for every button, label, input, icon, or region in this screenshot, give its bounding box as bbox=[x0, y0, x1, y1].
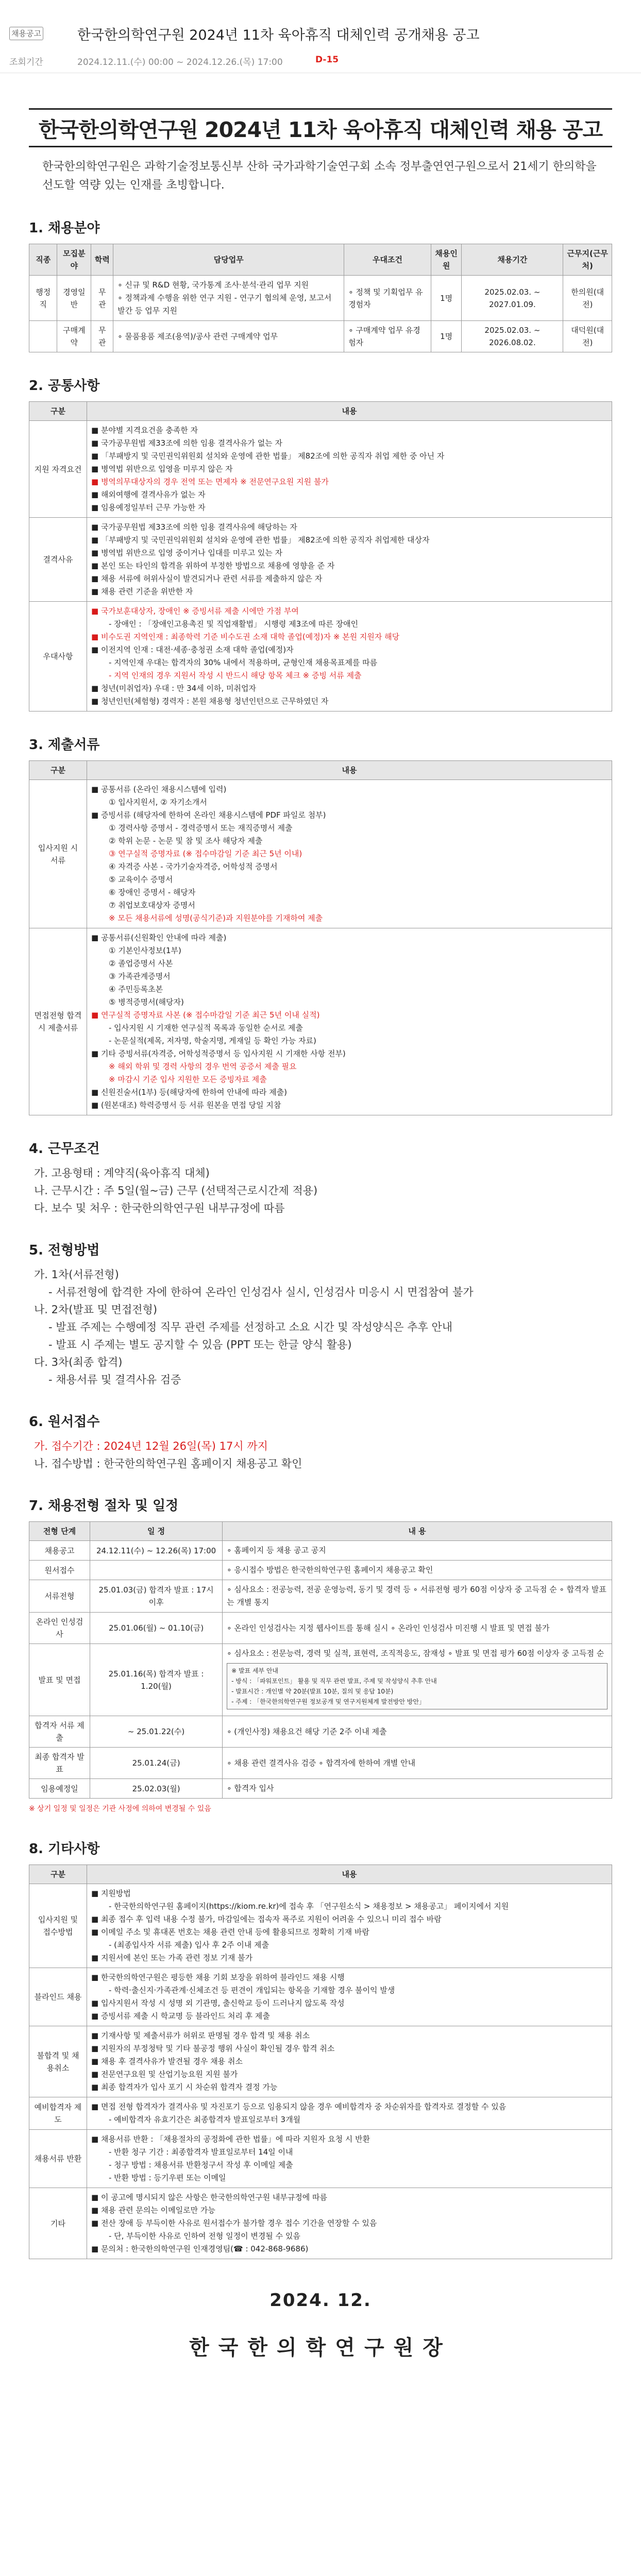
box-line: - 주제 : 「한국한의학연구원 정보공개 및 연구지원체계 발전방안 방안」 bbox=[231, 1698, 425, 1705]
content-line: - 청구 방법 : 채용서류 반환청구서 작성 후 이메일 제출 bbox=[109, 2160, 293, 2170]
content-cell: ∘ 홈페이지 등 채용 공고 공지 bbox=[223, 1541, 612, 1561]
content-cell: ∘ 심사요소 : 전공능력, 전공 운영능력, 동기 및 경력 등 ∘ 서류전형 평가 60점 이상자 중 고득점 순 ∘ 합격자 발표는 개별 통지 bbox=[223, 1580, 612, 1613]
content-line: ④ 주민등록초본 bbox=[109, 985, 163, 994]
column-header: 직종 bbox=[29, 244, 57, 276]
content-line: ■ 최종 합격자가 입사 포기 시 차순위 합격자 결정 가능 bbox=[91, 2082, 278, 2092]
content-line: ③ 연구실적 증명자료 (※ 접수마감일 기준 최근 5년 이내) bbox=[109, 849, 302, 858]
content-line: ■ 공통서류 (온라인 채용시스템에 입력) bbox=[91, 785, 227, 794]
content-line: ② 학위 논문 - 논문 및 참 및 조사 해당자 제출 bbox=[109, 836, 263, 845]
row-label: 채용서류 반환 bbox=[29, 2130, 87, 2188]
content-line: ■ 이 공고에 명시되지 않은 사항은 한국한의학연구원 내부규정에 따름 bbox=[91, 2193, 328, 2202]
section-title: 8. 기타사항 bbox=[29, 1841, 100, 1857]
content-line: - 입사지원 시 기재한 연구실적 목록과 동일한 순서로 제출 bbox=[109, 1023, 303, 1032]
row-content bbox=[87, 780, 612, 928]
row-label: 입사지원 및 접수방법 bbox=[29, 1884, 87, 1968]
text-line: 나. 접수방법 : 한국한의학연구원 홈페이지 채용공고 확인 bbox=[34, 1458, 302, 1470]
date-cell: 25.01.03(금) 합격자 발표 : 17시 이후 bbox=[90, 1580, 223, 1613]
content-cell: ∘ 온라인 인성검사는 지정 웹사이트를 통해 실시 ∘ 온라인 인성검사 미진행 시 발표 및 면접 불가 bbox=[223, 1613, 612, 1644]
content-line: ⑥ 장애인 증명서 - 해당자 bbox=[109, 888, 196, 897]
content-line: ■ 기타 증빙서류(자격증, 어학성적증명서 등 입사지원 시 기재한 사항 전부) bbox=[91, 1049, 346, 1058]
content-line: ■ 증빙서류 제출 시 학교명 등 블라인드 처리 후 제출 bbox=[91, 2011, 270, 2021]
stage-cell: 발표 및 면접 bbox=[29, 1644, 90, 1716]
content-line: - 논문실적(제목, 저자명, 학술지명, 게재일 등 확인 가능 자료) bbox=[109, 1036, 316, 1045]
recruit-field-table bbox=[29, 244, 612, 352]
row-label: 우대사항 bbox=[29, 602, 87, 711]
content-line: ※ 모든 채용서류에 성명(공식기준)과 지원분야를 기재하여 제출 bbox=[109, 913, 323, 923]
table-row bbox=[29, 518, 612, 602]
content-line: ■ 전문연구요원 및 산업기능요원 지원 불가 bbox=[91, 2070, 238, 2079]
content-line: ■ 입사지원서 작성 시 성명 외 기관명, 출신학교 등이 드러나지 않도록 작성 bbox=[91, 1998, 345, 2008]
text-line: 다. 3차(최종 합격) bbox=[34, 1356, 123, 1368]
content-line: ■ 이메일 주소 및 휴대폰 번호는 채용 관련 안내 등에 활용되므로 정확히 기재 바람 bbox=[91, 1927, 369, 1937]
content-line: ■ 문의처 : 한국한의학연구원 인재경영팀(☎ : 042-868-9686) bbox=[91, 2244, 309, 2253]
content-line: ■ 병역법 위반으로 입영을 미루지 않은 자 bbox=[91, 464, 233, 473]
content-cell: ∘ 응시접수 방법은 한국한의학연구원 홈페이지 채용공고 확인 bbox=[223, 1561, 612, 1580]
content-line: ⑤ 병적증명서(해당자) bbox=[109, 997, 184, 1007]
text-line: - 서류전형에 합격한 자에 한하여 온라인 인성검사 실시, 인성검사 미응시 시 면접참여 불가 bbox=[48, 1286, 474, 1298]
selection-method bbox=[29, 1266, 612, 1388]
common-table bbox=[29, 401, 612, 711]
date-cell: 24.12.11(수) ~ 12.26(목) 17:00 bbox=[90, 1541, 223, 1561]
content-line: ■ 채용 관련 문의는 이메일로만 가능 bbox=[91, 2206, 215, 2215]
date-cell: ~ 25.01.22(수) bbox=[90, 1716, 223, 1748]
section-title: 7. 채용전형 절차 및 일정 bbox=[29, 1498, 179, 1514]
content-line: ⑤ 교육이수 증명서 bbox=[109, 875, 173, 884]
text-line: 가. 1차(서류전형) bbox=[34, 1268, 119, 1281]
content-line: - 단, 부득이한 사유로 인하여 전형 일정이 변경될 수 있음 bbox=[109, 2231, 300, 2241]
section-title: 4. 근무조건 bbox=[29, 1141, 100, 1157]
content-line: ■ 채용 서류에 허위사실이 발견되거나 관련 서류를 제출하지 않은 자 bbox=[91, 574, 323, 583]
content-line: ① 경력사항 증명서 - 경력증명서 또는 재직증명서 제출 bbox=[109, 823, 293, 833]
content-line: ⑦ 취업보호대상자 증명서 bbox=[109, 901, 195, 910]
column-header: 내용 bbox=[87, 1865, 612, 1884]
row-content bbox=[87, 2188, 612, 2259]
stage-cell: 원서접수 bbox=[29, 1561, 90, 1580]
duties-cell bbox=[113, 276, 344, 321]
column-header: 채용인원 bbox=[431, 244, 462, 276]
education-cell: 무관 bbox=[91, 321, 113, 352]
row-label: 면접전형 합격 시 제출서류 bbox=[29, 928, 87, 1115]
column-header: 내용 bbox=[87, 402, 612, 421]
row-label: 블라인드 채용 bbox=[29, 1968, 87, 2026]
stage-cell: 온라인 인성검사 bbox=[29, 1613, 90, 1644]
row-label: 지원 자격요건 bbox=[29, 421, 87, 518]
schedule-note: ※ 상기 일정 및 일정은 기관 사정에 의하여 변경될 수 있음 bbox=[29, 1805, 211, 1813]
section-title: 6. 원서접수 bbox=[29, 1414, 100, 1430]
work-conditions bbox=[29, 1164, 612, 1217]
content-line: ① 입사지원서, ② 자기소개서 bbox=[109, 798, 207, 807]
page-header bbox=[0, 0, 641, 73]
row-content bbox=[87, 2130, 612, 2188]
headcount-cell: 1명 bbox=[431, 321, 462, 352]
content-line: - 반환 방법 : 등기우편 또는 이메일 bbox=[109, 2173, 226, 2182]
content-line: ■ 청년인턴(체험형) 경력자 : 본원 채용형 청년인턴으로 근무하였던 자 bbox=[91, 697, 329, 706]
preference-cell: ∘ 정책 및 기획업무 유경험자 bbox=[344, 276, 431, 321]
column-header: 채용기간 bbox=[462, 244, 563, 276]
section-title: 5. 전형방법 bbox=[29, 1243, 100, 1258]
content-cell: ∘ 채용 관련 결격사유 검증 ∘ 합격자에 한하여 개별 안내 bbox=[223, 1748, 612, 1779]
row-content bbox=[87, 421, 612, 518]
content-line: - 지역 인재의 경우 지원서 작성 시 반드시 해당 항목 체크 ※ 증빙 서류 제출 bbox=[109, 671, 362, 680]
preference-cell: ∘ 구매계약 업무 유경험자 bbox=[344, 321, 431, 352]
box-line: - 방식 : 「파워포인트」 활용 및 직무 관련 발표, 주제 및 작성양식 추후 안내 bbox=[231, 1677, 437, 1685]
post-title: 한국한의학연구원 2024년 11차 육아휴직 대체인력 공개채용 공고 bbox=[77, 27, 480, 43]
table-row bbox=[29, 1779, 612, 1799]
box-title: ※ 발표 세부 안내 bbox=[231, 1667, 279, 1674]
content-line: ■ 채용 관련 기준을 위반한 자 bbox=[91, 587, 193, 596]
date-cell bbox=[90, 1561, 223, 1580]
table-row bbox=[29, 1884, 612, 1968]
table-row bbox=[29, 1748, 612, 1779]
dday-badge: D-15 bbox=[315, 55, 339, 65]
content-line: ■ 병역법 위반으로 입영 중이거나 입대를 미루고 있는 자 bbox=[91, 548, 283, 557]
content-line: ■ 본인 또는 타인의 합격을 위하여 부정한 방법으로 채용에 영향을 준 자 bbox=[91, 561, 335, 570]
intro-text: 한국한의학연구원은 과학기술정보통신부 산하 국가과학기술연구회 소속 정부출연연구원으로서 21세기 한의학을 선도할 역량 있는 인재를 초빙합니다. bbox=[42, 160, 597, 192]
notice-date: 2024. 12. bbox=[269, 2290, 372, 2311]
content-line: ※ 마감시 기준 입사 지원한 모든 증빙자료 제출 bbox=[109, 1075, 267, 1084]
table-row bbox=[29, 2188, 612, 2259]
column-header: 내 용 bbox=[223, 1522, 612, 1541]
table-row bbox=[29, 1561, 612, 1580]
duty-line: ∘ 정책과제 수행을 위한 연구 지원 - 연구기 협의체 운영, 보고서 발간 등 업무 지원 bbox=[117, 293, 332, 315]
table-row bbox=[29, 1580, 612, 1613]
row-content bbox=[87, 1968, 612, 2026]
content-line: ■ 「부패방지 및 국민권익위원회 설치와 운영에 관한 법률」 제82조에 의한 공직자 취업 제한 중 아닌 자 bbox=[91, 451, 445, 461]
education-cell: 무관 bbox=[91, 276, 113, 321]
content-line: ■ 청년(미취업자) 우대 : 만 34세 이하, 미취업자 bbox=[91, 684, 257, 693]
column-header: 담당업무 bbox=[113, 244, 344, 276]
row-content bbox=[87, 518, 612, 602]
workplace-cell: 대덕원(대전) bbox=[563, 321, 612, 352]
table-row bbox=[29, 1968, 612, 2026]
text-line: 나. 2차(발표 및 면접전형) bbox=[34, 1303, 158, 1316]
date-cell: 25.01.16(목) 합격자 발표 : 1.20(월) bbox=[90, 1644, 223, 1716]
content-line: ■ 국가보훈대상자, 장애인 ※ 증빙서류 제출 시에만 가점 부여 bbox=[91, 606, 299, 616]
content-line: ■ 분야별 지격요건을 충족한 자 bbox=[91, 426, 198, 435]
box-line: - 발표시간 : 개인별 약 20분(발표 10분, 질의 및 응답 10분) bbox=[231, 1688, 394, 1695]
notice-document bbox=[29, 108, 612, 2361]
content-line: ■ 한국한의학연구원은 평등한 채용 기회 보장을 위하여 블라인드 채용 시행 bbox=[91, 1973, 345, 1982]
period-cell: 2025.02.03. ~ 2026.08.02. bbox=[462, 321, 563, 352]
content-cell: ∘ 심사요소 : 전문능력, 경력 및 실적, 표현력, 조직적응도, 잠재성 ∘ 발표 및 면접 평가 60점 이상자 중 고득점 순 ※ 발표 세부 안내 - 방식 : 「파워포인트」 활용 및 직무 관련 발표, 주제 및 작성양식 추후 안내 - 발표시간 : 개인별 약 20분(발표 10분, 질의 및 응답 10분) - 주제 : 「한국한의학연구원 정보공개 및 연구지원체계 발전방안 방안」 bbox=[223, 1644, 612, 1716]
table-row bbox=[29, 421, 612, 518]
content-line: - 장애인 : 「장애인고용촉진 및 직업재활법」 시행령 제3조에 따른 장애인 bbox=[109, 619, 359, 629]
content-line: ■ 증빙서류 (해당자에 한하여 온라인 채용시스템에 PDF 파일로 첨부) bbox=[91, 810, 326, 820]
text-line: 다. 보수 및 처우 : 한국한의학연구원 내부규정에 따름 bbox=[34, 1202, 285, 1214]
column-header: 학력 bbox=[91, 244, 113, 276]
table-row bbox=[29, 602, 612, 711]
content-line: ■ 면접 전형 합격자가 결격사유 및 자진포기 등으로 임용되지 않을 경우 예비합격자 중 차순위자를 합격자로 결정할 수 있음 bbox=[91, 2102, 507, 2111]
workplace-cell: 한의원(대전) bbox=[563, 276, 612, 321]
content-line: - 한국한의학연구원 홈페이지(https://kiom.re.kr)에 접속 후 「연구원소식 > 채용정보 > 채용공고」 페이지에서 지원 bbox=[109, 1902, 509, 1911]
duty-line: ∘ 신규 및 R&D 현황, 국가통계 조사·분석·관리 업무 지원 bbox=[117, 280, 309, 290]
content-line: ■ 비수도권 지역인재 : 최종학력 기준 비수도권 소재 대학 졸업(예정)자 ※ 본원 지원자 해당 bbox=[91, 632, 400, 641]
content-line: ■ 해외여행에 결격사유가 없는 자 bbox=[91, 490, 206, 499]
stage-cell: 최종 합격자 발표 bbox=[29, 1748, 90, 1779]
content-line: ③ 가족관계증명서 bbox=[109, 972, 171, 981]
text-line: 나. 근무시간 : 주 5일(월~금) 근무 (선택적근로시간제 적용) bbox=[34, 1184, 318, 1197]
content-line: ④ 자격증 사본 - 국가기술자격증, 어학성적 증명서 bbox=[109, 862, 278, 871]
row-label: 입사지원 시 서류 bbox=[29, 780, 87, 928]
content-cell: ∘ (개인사정) 채용요건 해당 기준 2주 이내 제출 bbox=[223, 1716, 612, 1748]
content-line: - 학력·출신지·가족관계·신체조건 등 편견이 개입되는 항목을 기재할 경우 불이익 발생 bbox=[109, 1986, 395, 1995]
text-line: 가. 고용형태 : 계약직(육아휴직 대체) bbox=[34, 1167, 210, 1179]
text-line: - 발표 시 주제는 별도 공지할 수 있음 (PPT 또는 한글 양식 활용) bbox=[48, 1338, 352, 1351]
text-line: - 채용서류 및 결격사유 검증 bbox=[48, 1374, 181, 1386]
column-header: 전형 단계 bbox=[29, 1522, 90, 1541]
section-title: 1. 채용분야 bbox=[29, 221, 100, 236]
content-line: ■ 지원서에 본인 또는 가족 관련 정보 기재 불가 bbox=[91, 1953, 253, 1962]
post-period: 2024.12.11.(수) 00:00 ~ 2024.12.26.(목) 17:00 bbox=[77, 57, 283, 67]
column-header: 구분 bbox=[29, 1865, 87, 1884]
headcount-cell: 1명 bbox=[431, 276, 462, 321]
stage-cell: 임용예정일 bbox=[29, 1779, 90, 1799]
text-line: 가. 접수기간 : 2024년 12월 26일(목) 17시 까지 bbox=[34, 1440, 268, 1452]
content-line: ■ 국가공무원법 제33조에 의한 임용 결격사유에 해당하는 자 bbox=[91, 522, 297, 532]
presentation-box bbox=[227, 1663, 608, 1709]
content-line: ■ 기재사항 및 제출서류가 허위로 판명될 경우 합격 및 채용 취소 bbox=[91, 2031, 310, 2040]
category-tag: 채용공고 bbox=[9, 27, 43, 40]
stage-cell: 서류전형 bbox=[29, 1580, 90, 1613]
stage-cell: 합격자 서류 제출 bbox=[29, 1716, 90, 1748]
table-row bbox=[29, 780, 612, 928]
content-cell: ∘ 합격자 입사 bbox=[223, 1779, 612, 1799]
date-cell: 25.01.24(금) bbox=[90, 1748, 223, 1779]
content-line: ■ 「부패방지 및 국민권익위원회 설치와 운영에 관한 법률」 제82조에 의한 공직자 취업제한 대상자 bbox=[91, 535, 430, 545]
content-line: ■ 국가공무원법 제33조에 의한 임용 결격사유가 없는 자 bbox=[91, 438, 282, 448]
table-row bbox=[29, 2097, 612, 2130]
schedule-table bbox=[29, 1521, 612, 1799]
column-header: 구분 bbox=[29, 761, 87, 780]
date-cell: 25.01.06(월) ~ 01.10(금) bbox=[90, 1613, 223, 1644]
content-line: ■ 채용서류 반환 : 「채용절차의 공정화에 관한 법률」에 따라 지원자 요청 시 반환 bbox=[91, 2134, 370, 2144]
period-cell: 2025.02.03. ~ 2027.01.09. bbox=[462, 276, 563, 321]
row-label: 기타 bbox=[29, 2188, 87, 2259]
field-cell: 구매계약 bbox=[57, 321, 91, 352]
job-type-cell: 행정직 bbox=[29, 276, 57, 321]
duties-cell bbox=[113, 321, 344, 352]
row-content bbox=[87, 928, 612, 1115]
column-header: 일 정 bbox=[90, 1522, 223, 1541]
row-content bbox=[87, 602, 612, 711]
content-line: - 반환 청구 기간 : 최종합격자 발표일로부터 14일 이내 bbox=[109, 2147, 293, 2157]
content-line: ■ 공통서류(신원확인 안내에 따라 제출) bbox=[91, 933, 227, 942]
etc-table bbox=[29, 1865, 612, 2259]
content-line: ■ 채용 후 결격사유가 발견될 경우 채용 취소 bbox=[91, 2057, 243, 2066]
content-line: ■ 신원진술서(1부) 등(해당자에 한하여 안내에 따라 제출) bbox=[91, 1088, 288, 1097]
row-label: 예비합격자 제도 bbox=[29, 2097, 87, 2130]
date-cell: 25.02.03(월) bbox=[90, 1779, 223, 1799]
row-content bbox=[87, 1884, 612, 1968]
content-line: ① 기본인사정보(1부) bbox=[109, 946, 181, 955]
content-line: ■ 전산 장애 등 부득이한 사유로 원서접수가 불가할 경우 접수 기간을 연장할 수 있음 bbox=[91, 2218, 377, 2228]
content-line: ■ 지원자의 부정청탁 및 기타 불공정 행위 사실이 확인될 경우 합격 취소 bbox=[91, 2044, 335, 2053]
column-header: 근무지(근무처) bbox=[563, 244, 612, 276]
table-row bbox=[29, 1716, 612, 1748]
content-line: ② 졸업증명서 사본 bbox=[109, 959, 173, 968]
content-line: ■ 임용예정일부터 근무 가능한 자 bbox=[91, 503, 206, 512]
issuer-name: 한국한의학연구원장 bbox=[189, 2336, 452, 2360]
field-cell: 경영일반 bbox=[57, 276, 91, 321]
notice-banner: 한국한의학연구원 2024년 11차 육아휴직 대체인력 채용 공고 bbox=[29, 108, 612, 147]
table-row bbox=[29, 276, 612, 321]
documents-table bbox=[29, 760, 612, 1115]
row-content bbox=[87, 2097, 612, 2130]
column-header: 구분 bbox=[29, 402, 87, 421]
text-line: - 발표 주제는 수행예정 직무 관련 주제를 선정하고 소요 시간 및 작성양식은 추후 안내 bbox=[48, 1321, 453, 1333]
row-label: 불합격 및 채용취소 bbox=[29, 2026, 87, 2097]
content-line: ■ 병역의무대상자의 경우 전역 또는 면제자 ※ 전문연구요원 지원 불가 bbox=[91, 477, 329, 486]
column-header: 우대조건 bbox=[344, 244, 431, 276]
period-label: 조회기간 bbox=[9, 57, 43, 67]
content-line: ■ 최종 접수 후 입력 내용 수정 불가, 마감일에는 접속자 폭주로 지원이 어려울 수 있으니 미리 접수 바람 bbox=[91, 1914, 442, 1924]
content-line: ■ 연구실적 증명자료 사본 (※ 접수마감일 기준 최근 5년 이내 실적) bbox=[91, 1010, 320, 1020]
row-content bbox=[87, 2026, 612, 2097]
stage-cell: 채용공고 bbox=[29, 1541, 90, 1561]
content-line: - (최종입사자 서류 제출) 입사 후 2주 이내 제출 bbox=[109, 1940, 269, 1950]
content-line: - 예비합격자 유효기간은 최종합격자 발표일로부터 3개월 bbox=[109, 2115, 301, 2124]
content-line: ■ (원본대조) 학력증명서 등 서류 원본을 면접 당일 지참 bbox=[91, 1100, 281, 1110]
column-header: 내용 bbox=[87, 761, 612, 780]
content-line: - 지역인재 우대는 합격자의 30% 내에서 적용하며, 균형인재 채용목표제를 따름 bbox=[109, 658, 378, 667]
section-title: 3. 제출서류 bbox=[29, 737, 100, 753]
application bbox=[29, 1437, 612, 1472]
table-row bbox=[29, 1613, 612, 1644]
job-type-cell bbox=[29, 321, 57, 352]
section-title: 2. 공통사항 bbox=[29, 378, 100, 394]
table-row bbox=[29, 321, 612, 352]
table-row bbox=[29, 1644, 612, 1716]
table-row bbox=[29, 1541, 612, 1561]
table-row bbox=[29, 2026, 612, 2097]
content-line: ※ 해외 학위 및 경력 사항의 경우 번역 공증서 제출 필요 bbox=[109, 1062, 297, 1071]
duty-line: ∘ 물품용품 제조(용역)/공사 관련 구매계약 업무 bbox=[117, 331, 278, 341]
table-row bbox=[29, 928, 612, 1115]
content-line: ■ 지원방법 bbox=[91, 1889, 131, 1898]
row-label: 결격사유 bbox=[29, 518, 87, 602]
column-header: 모집분야 bbox=[57, 244, 91, 276]
table-row bbox=[29, 2130, 612, 2188]
content-line: ■ 이전지역 인재 : 대전·세종·충청권 소재 대학 졸업(예정)자 bbox=[91, 645, 294, 654]
